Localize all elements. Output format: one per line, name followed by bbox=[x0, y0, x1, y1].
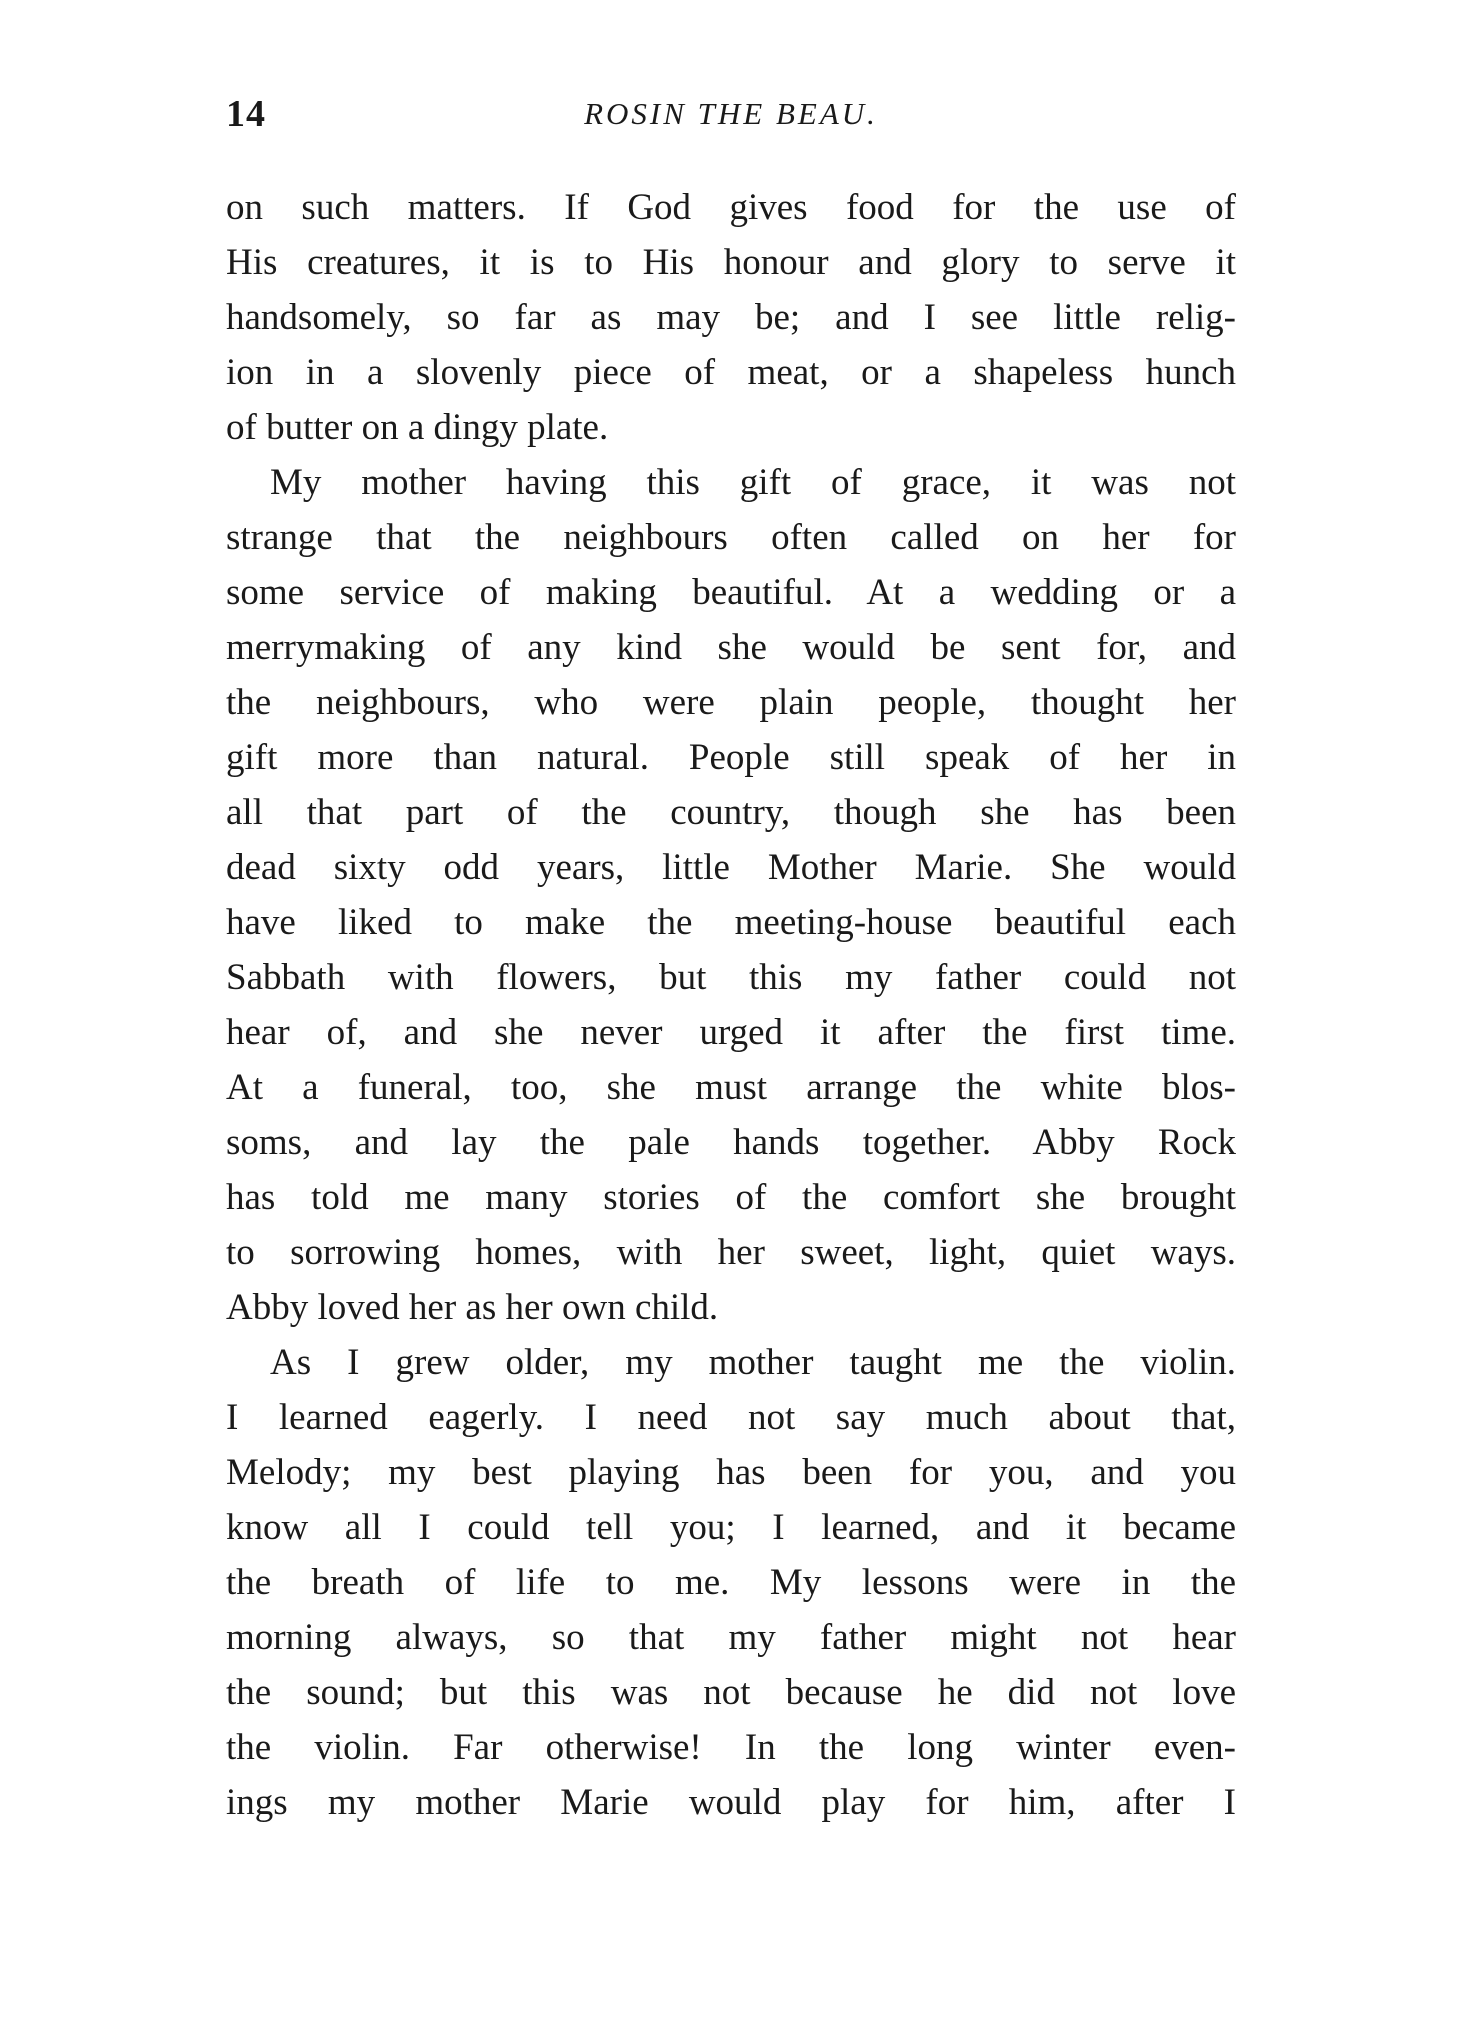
text-line: Abby loved her as her own child. bbox=[226, 1287, 719, 1328]
text-line: handsomely, so far as may be; and I see little relig- bbox=[226, 297, 1236, 338]
body-text bbox=[226, 180, 1236, 1830]
page-header bbox=[226, 92, 1236, 142]
text-line: have liked to make the meeting-house beautiful each bbox=[226, 902, 1236, 943]
text-line: strange that the neighbours often called on her for bbox=[226, 517, 1236, 558]
text-line: the violin. Far otherwise! In the long winter even- bbox=[226, 1727, 1236, 1768]
text-line: ings my mother Marie would play for him, after I bbox=[226, 1782, 1236, 1823]
text-line: has told me many stories of the comfort she brought bbox=[226, 1177, 1236, 1218]
text-line: Melody; my best playing has been for you, and you bbox=[226, 1452, 1236, 1493]
text-line: to sorrowing homes, with her sweet, light, quiet ways. bbox=[226, 1232, 1236, 1273]
text-line: some service of making beautiful. At a wedding or a bbox=[226, 572, 1236, 613]
running-title: ROSIN THE BEAU. bbox=[584, 96, 878, 131]
text-line: merrymaking of any kind she would be sent for, and bbox=[226, 627, 1236, 668]
text-line: the breath of life to me. My lessons were in the bbox=[226, 1562, 1236, 1603]
text-line: His creatures, it is to His honour and glory to serve it bbox=[226, 242, 1236, 283]
text-line: of butter on a dingy plate. bbox=[226, 407, 609, 448]
text-line: Sabbath with flowers, but this my father could not bbox=[226, 957, 1236, 998]
text-line: know all I could tell you; I learned, and it became bbox=[226, 1507, 1236, 1548]
text-line: gift more than natural. People still speak of her in bbox=[226, 737, 1236, 778]
text-line: I learned eagerly. I need not say much about that, bbox=[226, 1397, 1236, 1438]
text-line: on such matters. If God gives food for the use of bbox=[226, 187, 1236, 228]
paragraph-start-line: As I grew older, my mother taught me the violin. bbox=[270, 1342, 1236, 1383]
text-line: the sound; but this was not because he did not love bbox=[226, 1672, 1236, 1713]
text-line: morning always, so that my father might not hear bbox=[226, 1617, 1236, 1658]
page-number: 14 bbox=[226, 93, 266, 135]
paragraph-start-line: My mother having this gift of grace, it was not bbox=[270, 462, 1236, 503]
text-line: soms, and lay the pale hands together. Abby Rock bbox=[226, 1122, 1236, 1163]
text-line: the neighbours, who were plain people, thought her bbox=[226, 682, 1236, 723]
text-line: ion in a slovenly piece of meat, or a shapeless hunch bbox=[226, 352, 1236, 393]
text-line: At a funeral, too, she must arrange the white blos- bbox=[226, 1067, 1236, 1108]
text-line: hear of, and she never urged it after the first time. bbox=[226, 1012, 1236, 1053]
text-line: dead sixty odd years, little Mother Marie. She would bbox=[226, 847, 1236, 888]
text-line: all that part of the country, though she has been bbox=[226, 792, 1236, 833]
